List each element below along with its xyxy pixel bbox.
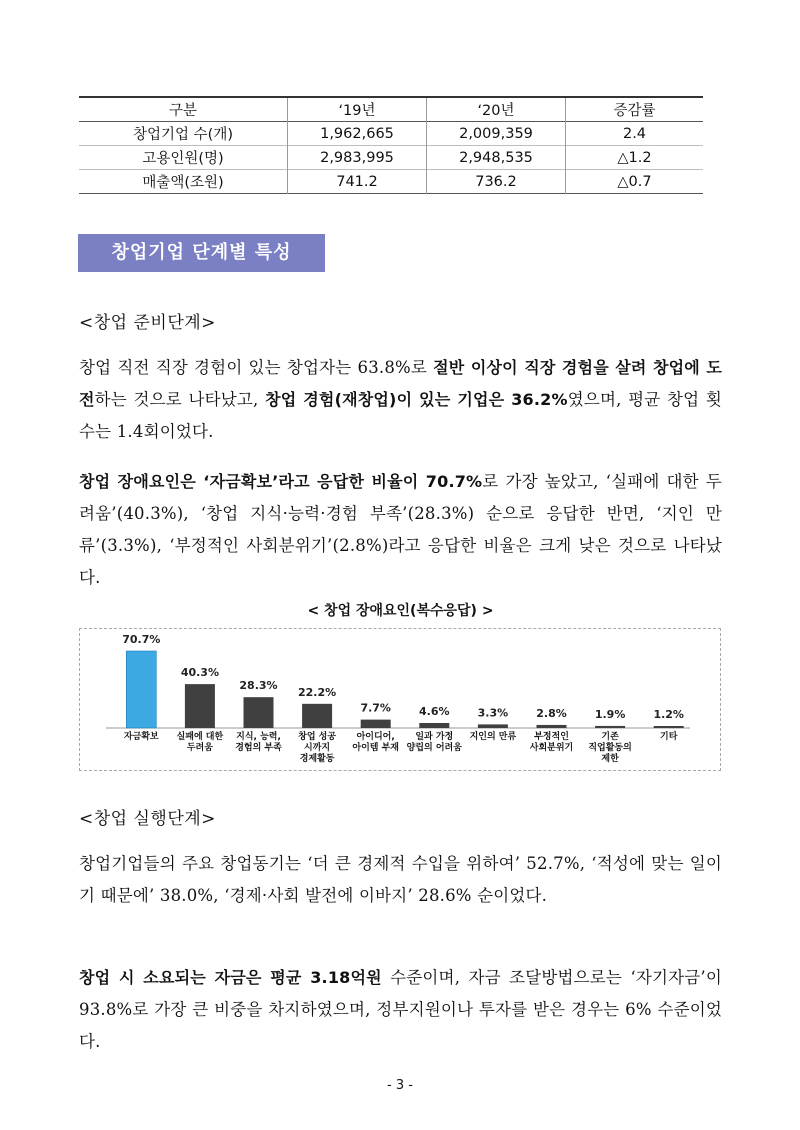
bar-value-label: 28.3% xyxy=(239,679,278,693)
table-cell: 2,009,359 xyxy=(427,122,566,146)
summary-table xyxy=(79,96,703,194)
table-cell: 매출액(조원) xyxy=(142,175,224,191)
table-row xyxy=(79,122,703,146)
table-row xyxy=(79,146,703,170)
category-label-line: 제한 xyxy=(601,754,619,764)
category-label-line: 지식, 능력, xyxy=(236,732,281,742)
emphasis-text: 창업 경험(재창업)이 있는 기업은 36.2% xyxy=(265,390,568,409)
bar xyxy=(185,684,215,728)
body-text: 로 가장 높았고, ‘실패에 대한 두려움’(40.3%), ‘창업 지식·능력·경험 부족’(28.3%) 순으로 응답한 반면, ‘지인 만류’(3.3%), ‘부정적인 사회분위기’(2.8%)라고 응답한 비율은 크게 낮은 것으로 나타났다. xyxy=(79,472,722,587)
body-text: 하는 것으로 나타났고, xyxy=(94,390,266,409)
category-label xyxy=(529,730,573,753)
table-cell: 고용인원(명) xyxy=(142,151,224,167)
category-label-line: 직업활동의 xyxy=(588,743,632,753)
bar xyxy=(361,720,391,728)
bar-value-label: 40.3% xyxy=(180,666,219,680)
category-label xyxy=(588,730,631,764)
bar xyxy=(478,724,508,728)
bar-value-label: 3.3% xyxy=(477,706,509,720)
bar xyxy=(302,704,332,728)
category-label-line: 부정적인 xyxy=(534,732,569,742)
table-row xyxy=(79,170,703,194)
category-label xyxy=(407,730,463,753)
category-label xyxy=(470,730,517,742)
table-cell: 2.4 xyxy=(566,122,704,146)
category-label-line: 양립의 어려움 xyxy=(406,743,462,753)
table-header-cell: 증감률 xyxy=(566,97,704,122)
bar-value-label: 2.8% xyxy=(536,706,567,720)
emphasis-text: 절반 이상이 직장 경험을 살려 창업에 도전 xyxy=(79,358,722,409)
category-label xyxy=(660,730,678,742)
bar xyxy=(537,725,567,728)
section-banner: 창업기업 단계별 특성 xyxy=(78,234,325,272)
category-label-line: 아이템 부재 xyxy=(352,743,400,753)
category-label xyxy=(177,730,224,753)
table-header-cell: ‘19년 xyxy=(288,97,427,122)
bar xyxy=(595,726,625,728)
body-text: 창업 직전 직장 경험이 있는 창업자는 63.8%로 xyxy=(79,358,434,377)
body-text: 였으며, 평균 창업 횟수는 1.4회이었다. xyxy=(79,390,722,441)
chart-title: < 창업 장애요인(복수응답) > xyxy=(307,603,494,619)
category-label-line: 경험의 부족 xyxy=(235,743,282,753)
table-cell: 창업기업 수(개) xyxy=(133,127,233,143)
category-label-line: 기존 xyxy=(601,732,619,742)
emphasis-text: 창업 장애요인은 ‘자금확보’라고 응답한 비율이 70.7% xyxy=(79,472,483,491)
table-cell: 736.2 xyxy=(427,170,566,194)
page-number: - 3 - xyxy=(387,1078,413,1093)
emphasis-text: 창업 시 소요되는 자금은 평균 3.18억원 xyxy=(79,968,382,987)
body-text: 창업기업들의 주요 창업동기는 ‘더 큰 경제적 수입을 위하여’ 52.7%, ‘적성에 맞는 일이기 때문에’ 38.0%, ‘경제·사회 발전에 이바지’ 28.6% 순이었다. xyxy=(79,854,722,905)
paragraph-startup-experience xyxy=(79,352,722,448)
category-label-line: 경제활동 xyxy=(299,754,335,764)
table-header-row xyxy=(79,97,703,122)
paragraph-barriers xyxy=(79,466,722,594)
table-cell: 2,983,995 xyxy=(288,146,427,170)
bar-value-label: 4.6% xyxy=(419,704,450,718)
category-label-line: 지인의 만류 xyxy=(469,732,517,742)
category-label xyxy=(235,730,282,753)
category-label-line: 실패에 대한 xyxy=(176,732,224,742)
table-cell: 741.2 xyxy=(288,170,427,194)
exec-stage-heading: <창업 실행단계> xyxy=(79,809,216,829)
category-label xyxy=(124,730,159,742)
category-label-line: 아이디어, xyxy=(356,732,395,742)
bar xyxy=(419,723,449,728)
table-cell: 2,948,535 xyxy=(427,146,566,170)
category-label-line: 일과 가정 xyxy=(415,732,454,742)
bar xyxy=(244,697,274,728)
barrier-chart xyxy=(79,628,721,771)
paragraph-funding xyxy=(79,962,722,1058)
table-cell: △0.7 xyxy=(566,170,704,194)
table-header-cell: 구분 xyxy=(168,103,197,119)
table-header-cell: ‘20년 xyxy=(427,97,566,122)
prep-stage-heading: <창업 준비단계> xyxy=(79,313,216,333)
paragraph-motivation xyxy=(79,848,722,912)
category-label xyxy=(298,730,336,764)
category-label-line: 창업 성공 xyxy=(298,732,337,742)
bar-value-label: 1.9% xyxy=(594,707,626,721)
category-label-line: 자금확보 xyxy=(123,732,159,742)
bar xyxy=(654,726,684,728)
category-label-line: 두려움 xyxy=(186,743,213,753)
category-label xyxy=(352,730,399,753)
category-label-line: 사회분위기 xyxy=(529,743,574,753)
table-cell: 1,962,665 xyxy=(288,122,427,146)
bar-value-label: 70.7% xyxy=(122,633,161,646)
table-cell: △1.2 xyxy=(566,146,704,170)
bar-value-label: 7.7% xyxy=(360,701,391,715)
body-text: 수준이며, 자금 조달방법으로는 ‘자기자금’이 93.8%로 가장 큰 비중을 차지하였으며, 정부지원이나 투자를 받은 경우는 6% 수준이었다. xyxy=(79,968,722,1051)
bar xyxy=(126,651,156,728)
bar-value-label: 1.2% xyxy=(653,708,684,721)
barrier-chart-svg xyxy=(80,629,720,770)
category-label-line: 시까지 xyxy=(304,743,331,753)
bar-value-label: 22.2% xyxy=(298,685,337,699)
category-label-line: 기타 xyxy=(660,732,678,742)
